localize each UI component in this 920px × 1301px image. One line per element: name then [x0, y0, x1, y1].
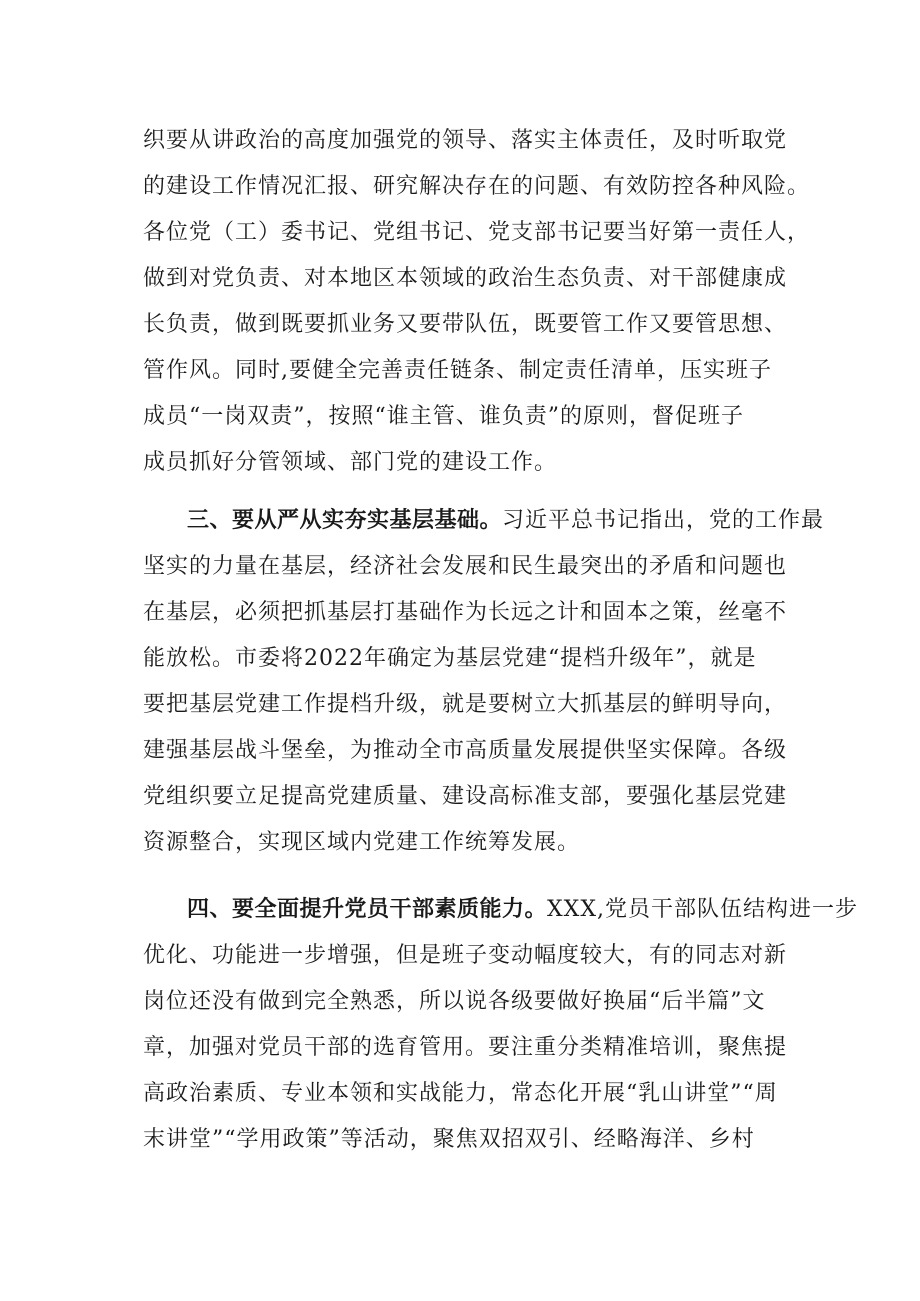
paragraph-line: 岗位还没有做到完全熟悉，所以说各级要做好换届“后半篇”文 — [143, 989, 766, 1014]
paragraph-line: 成员抓好分管领域、部门党的建设工作。 — [143, 450, 558, 475]
section-heading: 三、要从严从实夯实基层基础。 — [187, 508, 503, 533]
paragraph-line: 坚实的力量在基层，经济社会发展和民生最突出的矛盾和问题也 — [143, 554, 788, 579]
paragraph-line: 章，加强对党员干部的选育管用。要注重分类精准培训，聚焦提 — [143, 1035, 788, 1060]
paragraph-line: 能放松。市委将2022年确定为基层党建“提档升级年”，就是 — [143, 646, 757, 671]
paragraph-line: 优化、功能进一步增强，但是班子变动幅度较大，有的同志对新 — [143, 943, 788, 968]
paragraph-text: 习近平总书记指出，党的工作最 — [502, 508, 825, 533]
paragraph-line: 党组织要立足提高党建质量、建设高标准支部，要强化基层党建 — [143, 784, 788, 809]
paragraph-line: 高政治素质、专业本领和实战能力，常态化开展“乳山讲堂”“周 — [143, 1081, 778, 1106]
paragraph-line: 成员“一岗双责”，按照“谁主管、谁负责”的原则，督促班子 — [143, 404, 744, 429]
paragraph-line: 的建设工作情况汇报、研究解决存在的问题、有效防控各种风险。 — [143, 174, 811, 199]
paragraph-line: 管作风。同时,要健全完善责任链条、制定责任清单，压实班子 — [143, 358, 772, 383]
paragraph-line: 长负责，做到既要抓业务又要带队伍，既要管工作又要管思想、 — [143, 312, 788, 337]
paragraph-line: 要把基层党建工作提档升级，就是要树立大抓基层的鲜明导向， — [143, 692, 788, 717]
section-heading: 四、要全面提升党员干部素质能力。 — [187, 897, 548, 922]
paragraph-line: 建强基层战斗堡垒，为推动全市高质量发展提供坚实保障。各级 — [143, 738, 788, 763]
paragraph-first-line — [187, 498, 824, 544]
paragraph-line: 资源整合，实现区域内党建工作统筹发展。 — [143, 830, 581, 855]
paragraph-line: 各位党（工）委书记、党组书记、党支部书记要当好第一责任人， — [143, 220, 811, 245]
paragraph-line: 在基层，必须把抓基层打基础作为长远之计和固本之策，丝毫不 — [143, 600, 788, 625]
paragraph-line: 织要从讲政治的高度加强党的领导、落实主体责任，及时听取党 — [143, 128, 788, 153]
paragraph-line: 做到对党负责、对本地区本领域的政治生态负责、对干部健康成 — [143, 266, 788, 291]
paragraph-first-line — [187, 887, 858, 933]
paragraph-line: 末讲堂”“学用政策”等活动，聚焦双招双引、经略海洋、乡村 — [143, 1127, 755, 1152]
paragraph-text: XXX,党员干部队伍结构进一步 — [547, 897, 858, 922]
